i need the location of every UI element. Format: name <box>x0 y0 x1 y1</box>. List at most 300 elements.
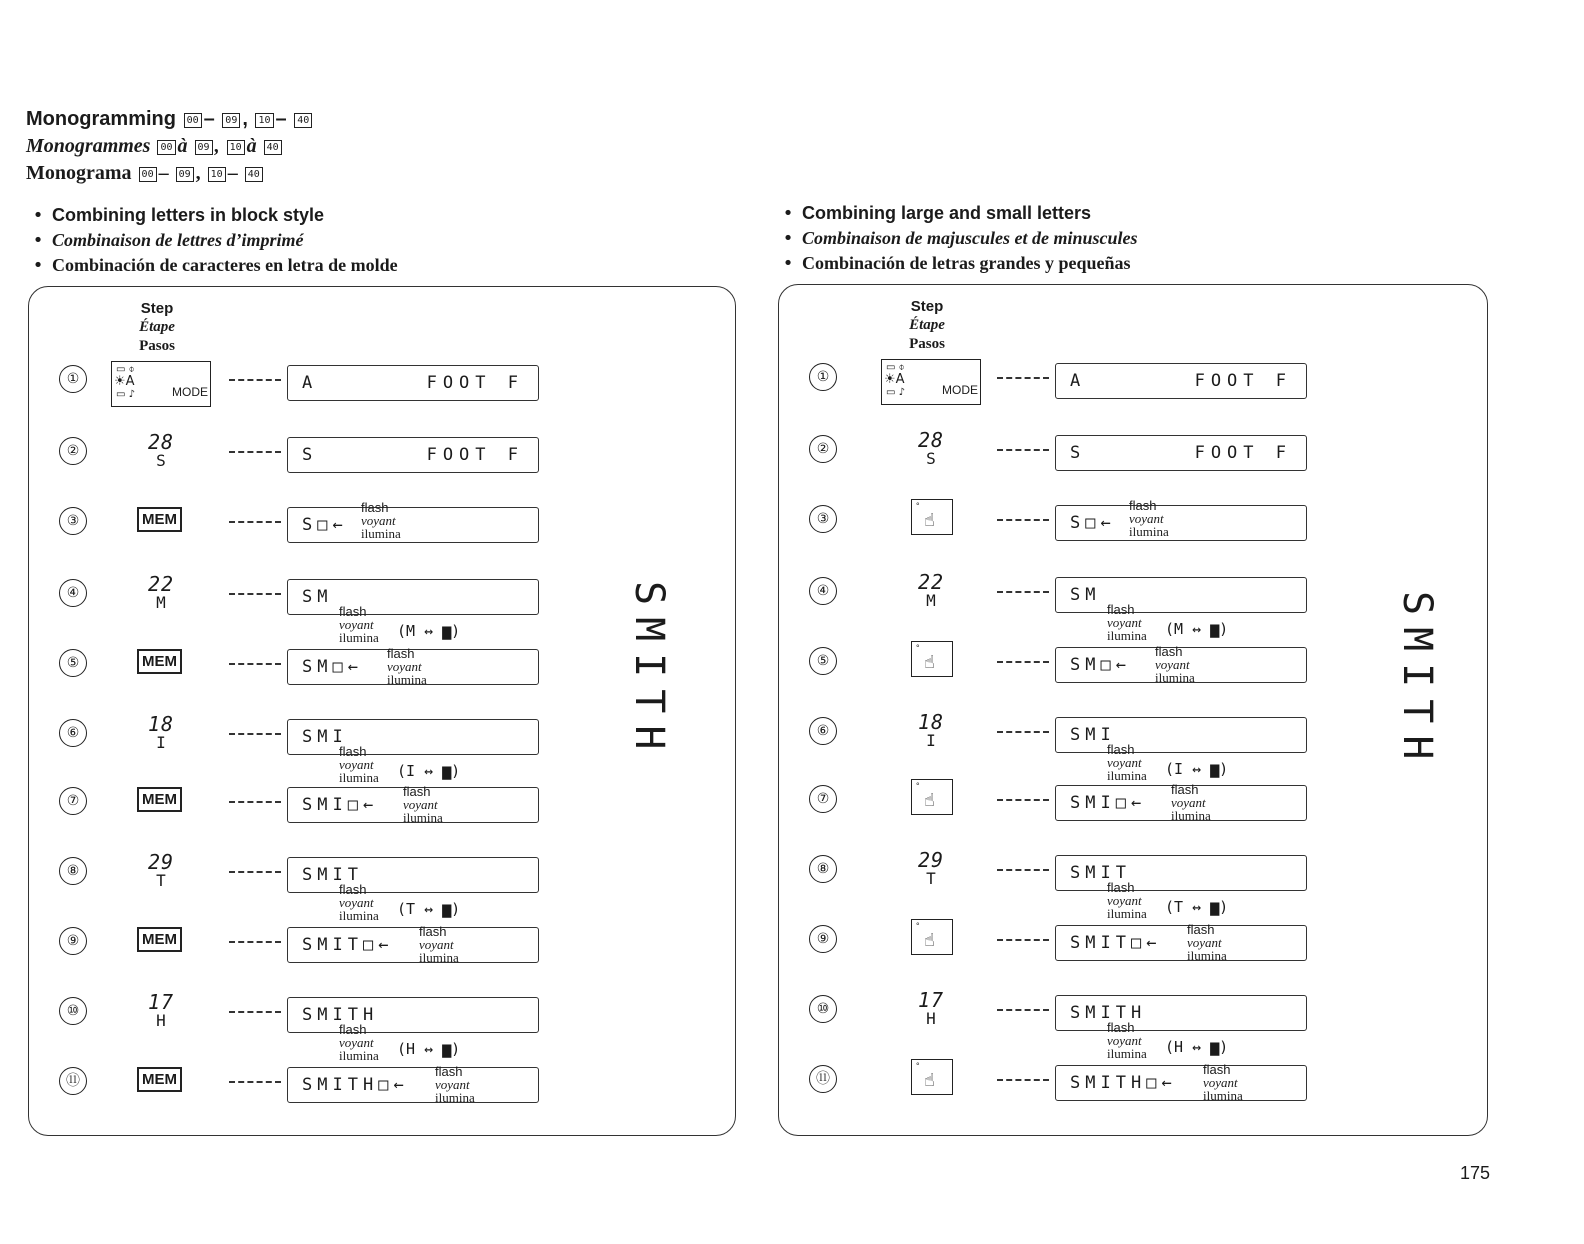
flash-note <box>339 745 379 784</box>
flash-es: ilumina <box>403 810 443 825</box>
lcd-display <box>1055 855 1307 891</box>
pattern-code-digits: 29 <box>917 848 945 872</box>
connector-dash <box>997 869 1049 871</box>
pattern-code <box>141 713 181 751</box>
pattern-code-letter: T <box>926 869 936 888</box>
lcd-display <box>287 437 539 473</box>
lcd-letters: SMI <box>302 795 348 815</box>
pattern-code <box>911 989 951 1027</box>
step-row <box>29 990 729 1063</box>
vertical-monogram: SMITH <box>1394 591 1440 772</box>
lcd-letters: SMIT <box>1070 863 1131 883</box>
connector-dash <box>997 661 1049 663</box>
lcd-text <box>1070 648 1126 682</box>
blink-toggle: (M ↔ ▆) <box>397 622 461 640</box>
lcd-letters: SMI <box>302 727 348 747</box>
mem-button[interactable]: MEM <box>137 927 182 952</box>
dot-icon: ° <box>916 1061 920 1071</box>
pattern-code-letter: I <box>926 731 936 750</box>
memory-icon-key[interactable] <box>911 919 953 955</box>
blink-toggle: (T ↔ ▆) <box>397 900 461 918</box>
step-number: ⑩ <box>59 997 87 1025</box>
lcd-cursor: □ <box>317 515 333 535</box>
arrow-icon: ← <box>1100 513 1111 533</box>
arrow-icon: ← <box>378 935 389 955</box>
dot-icon: ° <box>916 501 920 511</box>
flash-es: ilumina <box>1155 670 1195 685</box>
pattern-code <box>141 431 181 469</box>
lcd-letters: SMI <box>1070 725 1116 745</box>
connector-dash <box>229 451 281 453</box>
flash-es: ilumina <box>387 672 427 687</box>
lcd-letters: SMIT <box>302 865 363 885</box>
pattern-code-letter: I <box>156 733 166 752</box>
lcd-letters: SM <box>302 587 333 607</box>
step-number: ⑥ <box>59 719 87 747</box>
mode-key-label: MODE <box>172 385 208 399</box>
step-label-en: Step <box>140 300 174 317</box>
hand-icon: ☝ <box>924 1070 935 1091</box>
memory-icon-key[interactable] <box>911 779 953 815</box>
page-number: 175 <box>1460 1163 1491 1183</box>
flash-note <box>339 1023 379 1062</box>
step-label-es: Pasos <box>909 336 945 352</box>
flash-en: flash <box>1107 742 1135 757</box>
lcd-letters: SMITH <box>1070 1003 1147 1023</box>
flash-es: ilumina <box>419 950 459 965</box>
lcd-letters: SMITH <box>302 1005 379 1025</box>
lcd-display <box>287 927 539 963</box>
step-row <box>779 848 1479 921</box>
pattern-code <box>911 849 951 887</box>
step-number: ③ <box>809 505 837 533</box>
step-number: ⑤ <box>59 649 87 677</box>
flash-fr: voyant <box>1107 1033 1142 1048</box>
step-number: ③ <box>59 507 87 535</box>
flash-note <box>1155 645 1195 684</box>
step-label-es: Pasos <box>139 338 175 354</box>
arrow-icon: ← <box>1115 655 1126 675</box>
flash-fr: voyant <box>339 1035 374 1050</box>
flash-note <box>419 925 459 964</box>
flash-note <box>339 605 379 644</box>
pattern-icon: ▭ ♪ <box>116 389 136 400</box>
lcd-cursor: □ <box>362 935 379 955</box>
flash-note <box>1187 923 1227 962</box>
pattern-code-digits: 29 <box>147 850 175 874</box>
arrow-icon: ← <box>1146 933 1157 953</box>
pattern-code-letter: M <box>926 591 936 610</box>
flash-note <box>1203 1063 1243 1102</box>
pattern-code-digits: 28 <box>917 428 945 452</box>
presser-foot-icon: ▭ ⌽ <box>116 364 135 375</box>
flash-es: ilumina <box>1107 1046 1147 1061</box>
step-row <box>779 988 1479 1061</box>
lcd-cursor: □ <box>1100 655 1116 675</box>
flash-note <box>1129 499 1169 538</box>
flash-note <box>1107 743 1147 782</box>
flash-fr: voyant <box>1155 657 1190 672</box>
lcd-text <box>302 580 332 614</box>
lcd-display <box>1055 577 1307 613</box>
blink-toggle: (H ↔ ▆) <box>397 1040 461 1058</box>
flash-es: ilumina <box>1107 628 1147 643</box>
flash-note <box>1107 603 1147 642</box>
dot-icon: ° <box>916 921 920 931</box>
lcd-display <box>1055 505 1307 541</box>
lcd-display <box>287 719 539 755</box>
flash-note <box>339 883 379 922</box>
step-number: ⑦ <box>809 785 837 813</box>
step-number: ⑦ <box>59 787 87 815</box>
arrow-icon: ← <box>1161 1073 1172 1093</box>
flash-es: ilumina <box>435 1090 475 1105</box>
lcd-text <box>1070 786 1141 820</box>
lcd-cursor: □ <box>378 1075 394 1095</box>
pattern-code-letter: M <box>156 593 166 612</box>
header-es: Monograma 00 – 09 , 10 – 40 <box>26 160 486 187</box>
lcd-letters: S <box>1070 513 1086 533</box>
blink-toggle: (T ↔ ▆) <box>1165 898 1229 916</box>
dot-icon: ° <box>916 643 920 653</box>
lcd-cursor: □ <box>1085 513 1101 533</box>
lcd-letters: SMIT <box>302 935 363 955</box>
flash-es: ilumina <box>1203 1088 1243 1103</box>
step-number: ⑨ <box>59 927 87 955</box>
lcd-display <box>1055 717 1307 753</box>
hand-icon: ☝ <box>924 652 935 673</box>
header-fr: Monogrammes 00 à 09 , 10 à 40 <box>26 133 486 160</box>
flash-note <box>1107 881 1147 920</box>
flash-es: ilumina <box>339 908 379 923</box>
mem-button[interactable]: MEM <box>137 649 182 674</box>
flash-es: ilumina <box>361 526 401 541</box>
arrow-icon: ← <box>393 1075 404 1095</box>
mode-key-label: MODE <box>942 383 978 397</box>
flash-en: flash <box>1187 922 1215 937</box>
step-row <box>29 712 729 785</box>
arrow-icon: ← <box>362 795 374 815</box>
flash-fr: voyant <box>1171 795 1206 810</box>
header-en: Monogramming 00 – 09 , 10 – 40 <box>26 106 486 133</box>
step-row <box>29 572 729 645</box>
pattern-code-digits: 17 <box>147 990 175 1014</box>
step-row <box>29 365 729 425</box>
mem-button[interactable]: MEM <box>137 787 182 812</box>
flash-en: flash <box>435 1064 463 1079</box>
lcd-display <box>1055 363 1307 399</box>
foot-label: FOOT F <box>426 373 524 393</box>
arrow-icon: ← <box>332 515 343 535</box>
flash-fr: voyant <box>387 659 422 674</box>
step-number: ① <box>59 365 87 393</box>
lcd-text <box>1070 436 1085 470</box>
lcd-display <box>287 507 539 543</box>
connector-dash <box>997 1079 1049 1081</box>
lcd-display <box>287 365 539 401</box>
lcd-text <box>1070 1066 1172 1100</box>
step-number: ⑪ <box>809 1065 837 1093</box>
left-panel <box>28 286 736 1136</box>
lcd-cursor: □ <box>332 657 348 677</box>
blink-toggle: (H ↔ ▆) <box>1165 1038 1229 1056</box>
flash-fr: voyant <box>339 895 374 910</box>
blink-toggle: (I ↔ ▆) <box>397 762 461 780</box>
lcd-text <box>302 438 317 472</box>
lcd-display <box>287 857 539 893</box>
sun-icon: ☀A <box>884 372 905 387</box>
hand-icon: ☝ <box>924 510 935 531</box>
connector-dash <box>997 1009 1049 1011</box>
flash-en: flash <box>1155 644 1183 659</box>
hand-icon: ☝ <box>924 790 935 811</box>
connector-dash <box>229 1011 281 1013</box>
step-row <box>779 428 1479 495</box>
connector-dash <box>997 519 1049 521</box>
step-row <box>779 710 1479 783</box>
step-label-fr: Étape <box>139 319 175 335</box>
pattern-code-digits: 28 <box>147 430 175 454</box>
blink-toggle: (I ↔ ▆) <box>1165 760 1229 778</box>
lcd-text <box>1070 364 1085 398</box>
flash-fr: voyant <box>339 617 374 632</box>
step-number: ① <box>809 363 837 391</box>
pattern-code <box>141 851 181 889</box>
pattern-code-digits: 22 <box>147 572 175 596</box>
arrow-icon: ← <box>347 657 358 677</box>
flash-fr: voyant <box>1107 893 1142 908</box>
lcd-cursor: □ <box>1115 793 1131 813</box>
connector-dash <box>997 591 1049 593</box>
step-number: ⑤ <box>809 647 837 675</box>
connector-dash <box>229 871 281 873</box>
flash-note <box>361 501 401 540</box>
connector-dash <box>229 1081 281 1083</box>
step-label <box>117 299 197 356</box>
presser-foot-icon: ▭ ⌽ <box>886 362 905 373</box>
vertical-monogram: SMITH <box>626 581 672 762</box>
step-row <box>29 924 729 987</box>
step-number: ② <box>809 435 837 463</box>
flash-es: ilumina <box>1107 906 1147 921</box>
pattern-code <box>911 571 951 609</box>
flash-es: ilumina <box>1129 524 1169 539</box>
step-row <box>29 430 729 497</box>
lcd-display <box>1055 435 1307 471</box>
flash-en: flash <box>403 784 431 799</box>
lcd-letters: SM <box>1070 585 1101 605</box>
right-panel <box>778 284 1488 1136</box>
flash-note <box>1107 1021 1147 1060</box>
step-row <box>29 1064 729 1127</box>
connector-dash <box>229 941 281 943</box>
connector-dash <box>229 663 281 665</box>
flash-en: flash <box>1171 782 1199 797</box>
step-label-fr: Étape <box>909 317 945 333</box>
lcd-letters: SMI <box>1070 793 1116 813</box>
lcd-letters: SMITH <box>1070 1073 1147 1093</box>
lcd-letters: A <box>1070 371 1086 391</box>
step-number: ⑨ <box>809 925 837 953</box>
lcd-text <box>302 928 388 962</box>
pattern-code-digits: 17 <box>917 988 945 1012</box>
flash-en: flash <box>1129 498 1157 513</box>
right-section-title: • Combining large and small letters • Combinaison de majuscules et de minuscules • Combinación de letras grandes y pequeñas <box>780 201 1380 276</box>
pattern-code <box>911 429 951 467</box>
lcd-letters: SM <box>302 657 333 677</box>
step-number: ⑧ <box>809 855 837 883</box>
flash-fr: voyant <box>1203 1075 1238 1090</box>
memory-icon-key[interactable] <box>911 1059 953 1095</box>
memory-icon-key[interactable] <box>911 499 953 535</box>
lcd-display <box>287 997 539 1033</box>
pattern-icon: ▭ ♪ <box>886 387 906 398</box>
step-row <box>29 784 729 847</box>
lcd-display <box>287 1067 539 1103</box>
flash-note <box>435 1065 475 1104</box>
step-row <box>29 850 729 923</box>
lcd-display <box>1055 995 1307 1031</box>
pattern-code-digits: 18 <box>147 712 175 736</box>
step-number: ⑥ <box>809 717 837 745</box>
step-row <box>779 921 1479 985</box>
step-row <box>29 646 729 709</box>
flash-en: flash <box>339 882 367 897</box>
mem-button[interactable]: MEM <box>137 507 182 532</box>
hand-icon: ☝ <box>924 930 935 951</box>
pattern-code <box>911 711 951 749</box>
flash-es: ilumina <box>1187 948 1227 963</box>
dot-icon: ° <box>916 781 920 791</box>
step-number: ④ <box>59 579 87 607</box>
pattern-code-letter: H <box>156 1011 166 1030</box>
lcd-cursor: □ <box>1130 933 1147 953</box>
pattern-code <box>141 573 181 611</box>
connector-dash <box>229 521 281 523</box>
pattern-code-digits: 18 <box>917 710 945 734</box>
step-row <box>779 643 1479 707</box>
connector-dash <box>997 377 1049 379</box>
blink-toggle: (M ↔ ▆) <box>1165 620 1229 638</box>
step-label <box>887 297 967 354</box>
lcd-text <box>1070 926 1156 960</box>
left-section-title: • Combining letters in block style • Combinaison de lettres d’imprimé • Combinación de caracteres en letra de molde <box>30 203 630 278</box>
flash-en: flash <box>1203 1062 1231 1077</box>
connector-dash <box>997 939 1049 941</box>
step-row <box>779 1061 1479 1125</box>
lcd-text <box>302 508 343 542</box>
step-number: ⑧ <box>59 857 87 885</box>
pattern-code-letter: S <box>926 449 936 468</box>
mode-lcd-key <box>111 361 211 407</box>
foot-label: FOOT F <box>1194 443 1292 463</box>
lcd-letters: S <box>302 445 318 465</box>
connector-dash <box>997 799 1049 801</box>
connector-dash <box>997 731 1049 733</box>
connector-dash <box>229 733 281 735</box>
flash-es: ilumina <box>1107 768 1147 783</box>
flash-en: flash <box>361 500 389 515</box>
lcd-text <box>302 788 373 822</box>
pattern-code-letter: T <box>156 871 166 890</box>
step-row <box>779 363 1479 423</box>
flash-fr: voyant <box>403 797 438 812</box>
step-row <box>779 498 1479 565</box>
step-number: ⑪ <box>59 1067 87 1095</box>
flash-en: flash <box>339 1022 367 1037</box>
flash-fr: voyant <box>1129 511 1164 526</box>
lcd-cursor: □ <box>1146 1073 1162 1093</box>
flash-fr: voyant <box>361 513 396 528</box>
flash-note <box>1171 783 1211 822</box>
sun-icon: ☀A <box>114 374 135 389</box>
connector-dash <box>229 379 281 381</box>
flash-fr: voyant <box>1107 755 1142 770</box>
flash-fr: voyant <box>1187 935 1222 950</box>
lcd-letters: A <box>302 373 318 393</box>
flash-es: ilumina <box>1171 808 1211 823</box>
flash-es: ilumina <box>339 630 379 645</box>
flash-es: ilumina <box>339 770 379 785</box>
lcd-letters: S <box>1070 443 1086 463</box>
lcd-text <box>302 1068 404 1102</box>
lcd-letters: SMITH <box>302 1075 379 1095</box>
flash-en: flash <box>419 924 447 939</box>
lcd-text <box>302 366 317 400</box>
flash-fr: voyant <box>435 1077 470 1092</box>
foot-label: FOOT F <box>426 445 524 465</box>
flash-en: flash <box>387 646 415 661</box>
page-header <box>26 106 486 187</box>
flash-en: flash <box>1107 602 1135 617</box>
flash-fr: voyant <box>1107 615 1142 630</box>
mode-lcd-key <box>881 359 981 405</box>
lcd-text <box>302 650 358 684</box>
flash-es: ilumina <box>339 1048 379 1063</box>
connector-dash <box>229 801 281 803</box>
lcd-letters: SMIT <box>1070 933 1131 953</box>
pattern-code <box>141 991 181 1029</box>
lcd-cursor: □ <box>347 795 363 815</box>
pattern-code-letter: S <box>156 451 166 470</box>
mem-button[interactable]: MEM <box>137 1067 182 1092</box>
lcd-letters: SM <box>1070 655 1101 675</box>
pattern-code-letter: H <box>926 1009 936 1028</box>
step-number: ② <box>59 437 87 465</box>
foot-label: FOOT F <box>1194 371 1292 391</box>
flash-fr: voyant <box>339 757 374 772</box>
step-row <box>29 500 729 567</box>
arrow-icon: ← <box>1130 793 1142 813</box>
step-label-en: Step <box>910 298 944 315</box>
memory-icon-key[interactable] <box>911 641 953 677</box>
lcd-display <box>1055 925 1307 961</box>
flash-note <box>387 647 427 686</box>
pattern-code-digits: 22 <box>917 570 945 594</box>
lcd-letters: S <box>302 515 318 535</box>
lcd-display <box>1055 1065 1307 1101</box>
step-number: ⑩ <box>809 995 837 1023</box>
lcd-display <box>287 579 539 615</box>
flash-fr: voyant <box>419 937 454 952</box>
flash-en: flash <box>339 744 367 759</box>
lcd-text <box>1070 578 1100 612</box>
step-row <box>779 781 1479 845</box>
step-number: ④ <box>809 577 837 605</box>
flash-en: flash <box>1107 1020 1135 1035</box>
connector-dash <box>997 449 1049 451</box>
step-row <box>779 570 1479 643</box>
